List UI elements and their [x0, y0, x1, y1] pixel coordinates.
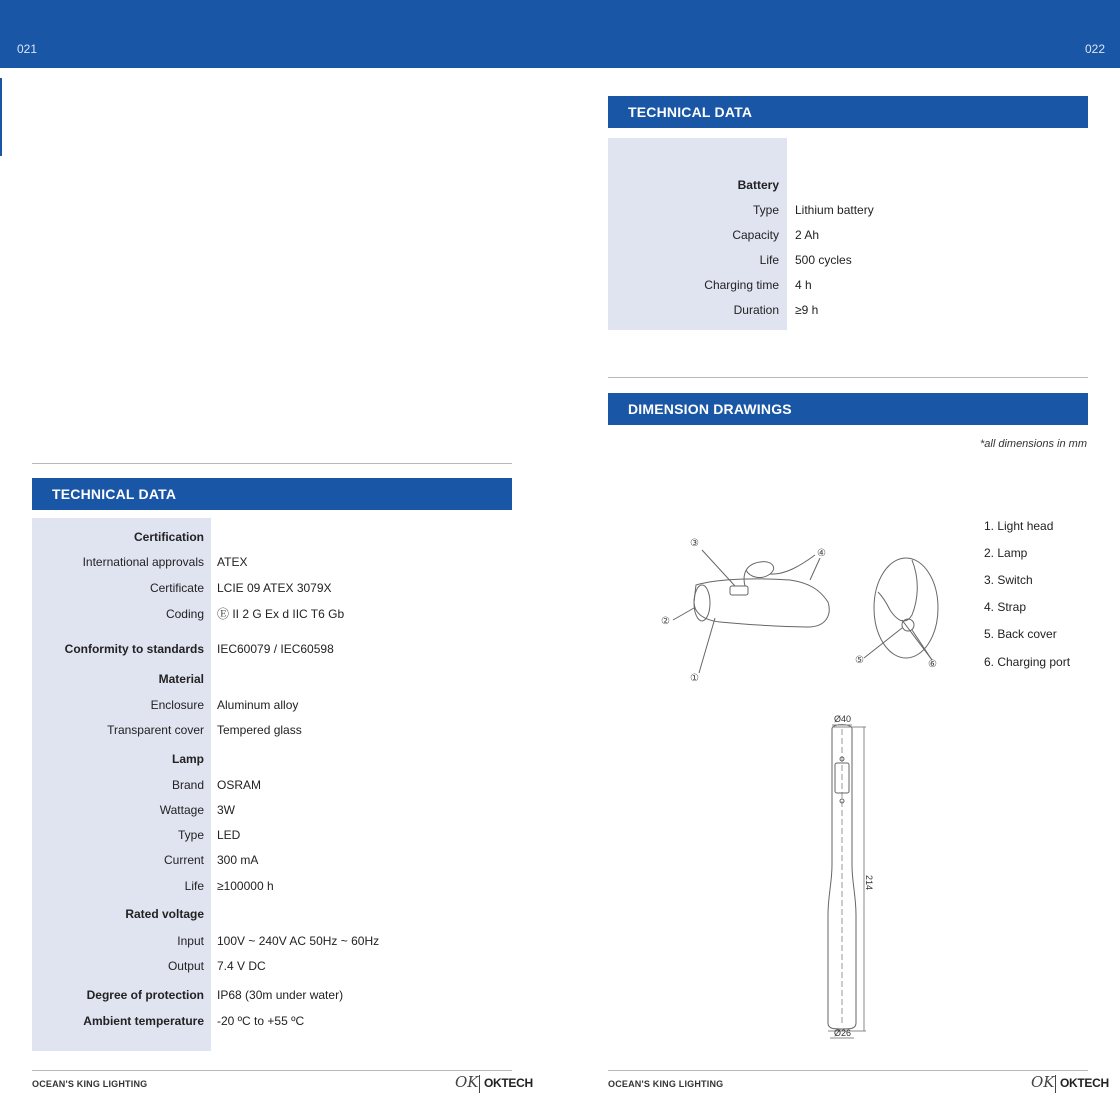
left-row-label: Material — [158, 672, 204, 686]
left-row-label: Current — [163, 853, 204, 867]
dimension-length-label: 214 — [864, 875, 874, 891]
legend-item: 1. Light head — [984, 519, 1054, 533]
legend-item: 2. Lamp — [984, 546, 1028, 560]
left-row-label: Degree of protection — [86, 988, 204, 1002]
left-row-value: -20 ºC to +55 ºC — [217, 1014, 305, 1028]
right-row-label: Duration — [733, 303, 779, 317]
left-row-label: Brand — [171, 778, 204, 792]
left-row-label: Life — [184, 879, 204, 893]
light-head-ring — [694, 585, 710, 621]
left-footer-rule — [32, 1070, 512, 1071]
right-row-value: 4 h — [795, 278, 812, 292]
switch-outline — [730, 586, 748, 595]
legend-item: 3. Switch — [984, 573, 1033, 587]
legend-item: 6. Charging port — [984, 655, 1071, 669]
top-banner — [0, 0, 1120, 68]
page-number-right: 022 — [1084, 42, 1105, 56]
left-row-label: Coding — [165, 607, 204, 621]
logo-separator — [1055, 1075, 1056, 1093]
left-row-value: 300 mA — [217, 853, 259, 867]
callout-3: ③ — [690, 538, 699, 549]
left-row-value: IP68 (30m under water) — [217, 988, 344, 1002]
right-row-label: Capacity — [732, 228, 779, 242]
right-row-value: Lithium battery — [795, 203, 874, 217]
left-row-label: Certification — [133, 530, 204, 544]
left-accent-line — [0, 78, 2, 156]
callout-2: ② — [661, 616, 670, 627]
left-row-label: International approvals — [82, 555, 204, 569]
callout-4: ④ — [817, 548, 826, 559]
right-row-label: Battery — [737, 178, 779, 192]
dimension-top-label: Ø40 — [834, 714, 852, 724]
oktech-logo-text: OKTECH — [1060, 1076, 1109, 1090]
left-row-label: Enclosure — [150, 698, 204, 712]
right-row-value: ≥9 h — [795, 303, 819, 317]
right-row-label: Charging time — [704, 278, 779, 292]
left-row-label: Rated voltage — [125, 907, 204, 921]
left-row-value: 3W — [217, 803, 235, 817]
left-divider — [32, 463, 512, 464]
page-number-left: 021 — [17, 42, 38, 56]
left-row-label: Input — [177, 934, 204, 948]
legend-item: 4. Strap — [984, 600, 1027, 614]
left-row-value: IEC60079 / IEC60598 — [217, 642, 334, 656]
left-row-label: Type — [177, 828, 204, 842]
left-row-value: 7.4 V DC — [217, 959, 266, 973]
footer-company-right: OCEAN'S KING LIGHTING — [608, 1079, 724, 1089]
legend-item: 5. Back cover — [984, 627, 1057, 641]
left-row-value: Tempered glass — [217, 723, 302, 737]
left-row-value: Aluminum alloy — [217, 698, 299, 712]
charging-port-outline — [902, 619, 914, 631]
dimension-header: DIMENSION DRAWINGS — [608, 393, 1088, 425]
ok-logo-mark: OK — [1031, 1073, 1055, 1091]
dimension-bottom-label: Ø26 — [834, 1028, 852, 1038]
strap-cord — [770, 555, 815, 574]
left-row-label: Certificate — [149, 581, 204, 595]
callout-1: ① — [690, 673, 699, 684]
right-row-label: Type — [752, 203, 779, 217]
ok-logo-mark: OK — [455, 1073, 479, 1091]
left-row-label: Wattage — [159, 803, 204, 817]
left-row-label: Lamp — [171, 752, 204, 766]
right-section-header: TECHNICAL DATA — [608, 96, 1088, 128]
left-row-label: Conformity to standards — [64, 642, 204, 656]
left-row-value: ATEX — [217, 555, 248, 569]
left-section-header: TECHNICAL DATA — [32, 478, 512, 510]
right-footer-rule — [608, 1070, 1088, 1071]
left-row-value: OSRAM — [217, 778, 262, 792]
left-row-label: Ambient temperature — [83, 1014, 204, 1028]
dimension-drawing — [810, 705, 890, 1045]
oktech-logo-text: OKTECH — [484, 1076, 533, 1090]
logo-separator — [479, 1075, 480, 1093]
footer-company-left: OCEAN'S KING LIGHTING — [32, 1079, 148, 1089]
left-row-value: 100V ~ 240V AC 50Hz ~ 60Hz — [217, 934, 380, 948]
left-row-label: Transparent cover — [107, 723, 204, 737]
left-row-value: LED — [217, 828, 241, 842]
left-row-label: Output — [167, 959, 204, 973]
right-row-value: 2 Ah — [795, 228, 820, 242]
left-row-value: LCIE 09 ATEX 3079X — [217, 581, 332, 595]
end-strap — [878, 560, 917, 621]
callout-6: ⑥ — [928, 659, 937, 670]
callout-5: ⑤ — [855, 655, 864, 666]
dimension-note: *all dimensions in mm — [980, 438, 1087, 450]
right-row-label: Life — [759, 253, 779, 267]
right-row-value: 500 cycles — [795, 253, 852, 267]
left-row-value: Ⓔ II 2 G Ex d IIC T6 Gb — [217, 607, 345, 621]
product-side-drawing — [650, 530, 970, 690]
left-row-value: ≥100000 h — [217, 879, 274, 893]
strap-loop — [744, 562, 774, 586]
right-divider — [608, 377, 1088, 378]
